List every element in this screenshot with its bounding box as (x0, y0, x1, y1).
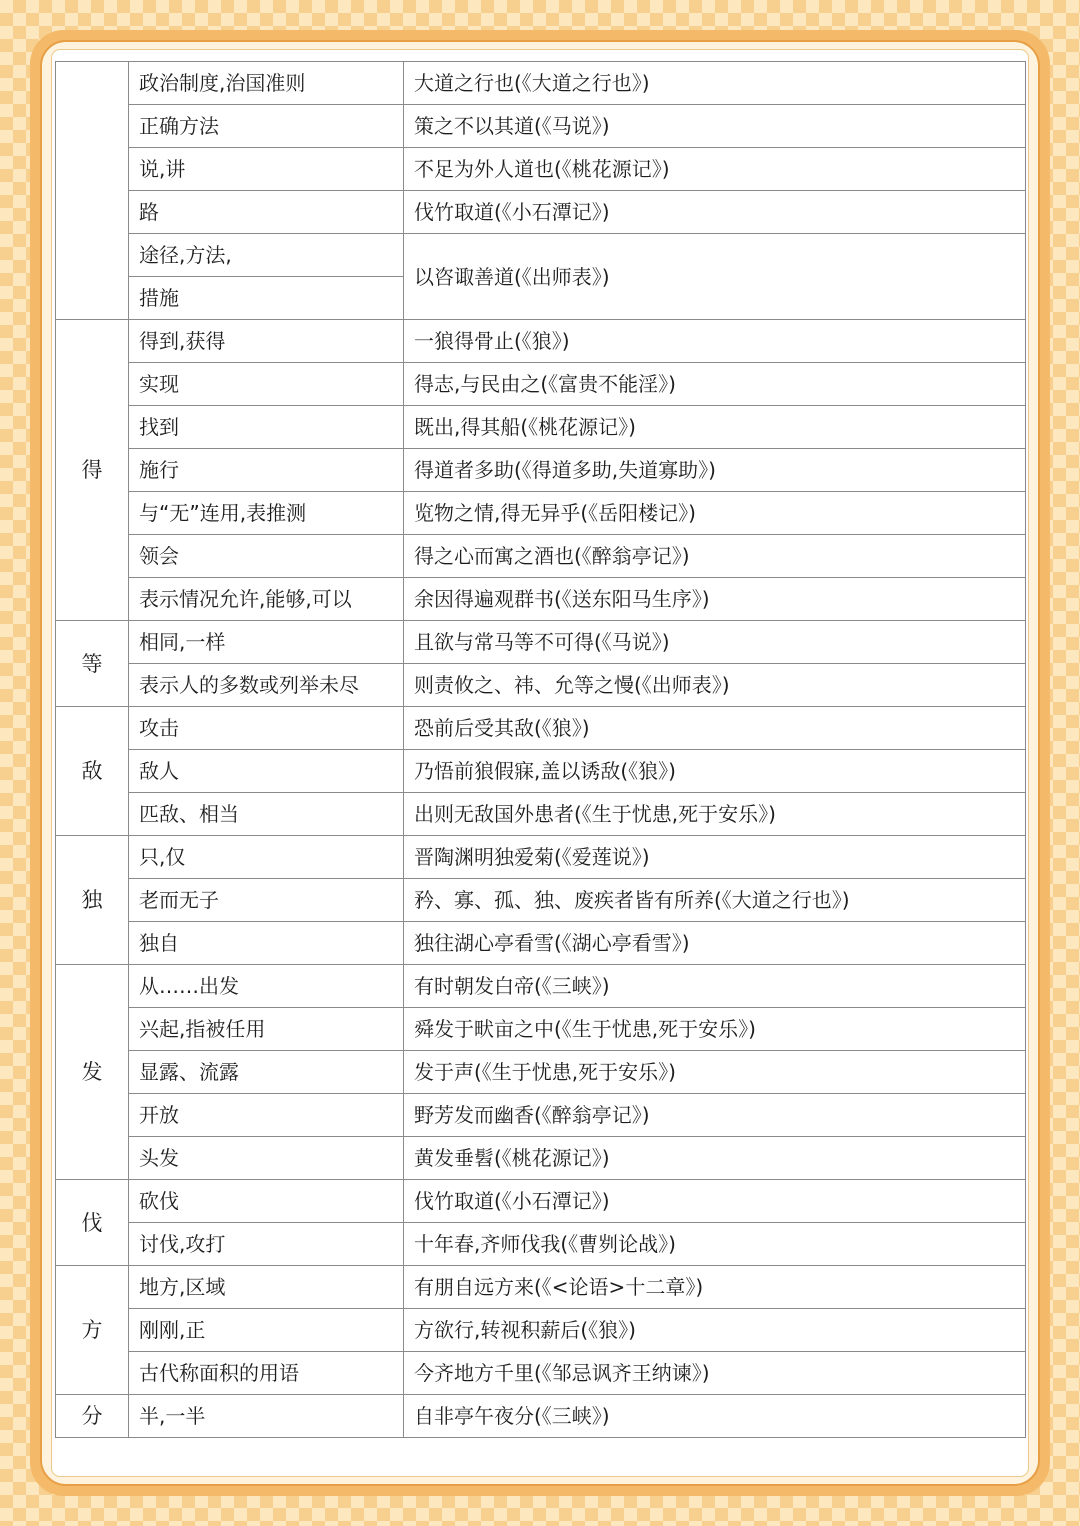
table-row (56, 406, 1026, 449)
table-row (56, 449, 1026, 492)
example-cell: 方欲行,转视积薪后(《狼》) (404, 1309, 1026, 1352)
table-row (56, 1309, 1026, 1352)
example-cell: 不足为外人道也(《桃花源记》) (404, 148, 1026, 191)
example-cell: 乃悟前狼假寐,盖以诱敌(《狼》) (404, 750, 1026, 793)
example-cell: 恐前后受其敌(《狼》) (404, 707, 1026, 750)
example-cell: 舜发于畎亩之中(《生于忧患,死于安乐》) (404, 1008, 1026, 1051)
example-cell: 既出,得其船(《桃花源记》) (404, 406, 1026, 449)
example-cell: 今齐地方千里(《邹忌讽齐王纳谏》) (404, 1352, 1026, 1395)
meaning-cell: 路 (129, 191, 404, 234)
meaning-cell: 找到 (129, 406, 404, 449)
table-row (56, 793, 1026, 836)
head-character: 伐 (56, 1180, 129, 1266)
meaning-cell: 正确方法 (129, 105, 404, 148)
vocabulary-table (55, 61, 1026, 1438)
meaning-cell: 开放 (129, 1094, 404, 1137)
example-cell: 黄发垂髫(《桃花源记》) (404, 1137, 1026, 1180)
example-cell: 独往湖心亭看雪(《湖心亭看雪》) (404, 922, 1026, 965)
head-character: 得 (56, 320, 129, 621)
meaning-cell: 途径,方法, (129, 234, 404, 277)
table-row (56, 1137, 1026, 1180)
table-row (56, 320, 1026, 363)
example-cell: 自非亭午夜分(《三峡》) (404, 1395, 1026, 1438)
table-row (56, 1008, 1026, 1051)
meaning-cell: 匹敌、相当 (129, 793, 404, 836)
head-character (56, 62, 129, 320)
example-cell: 大道之行也(《大道之行也》) (404, 62, 1026, 105)
meaning-cell: 攻击 (129, 707, 404, 750)
table-row (56, 363, 1026, 406)
table-row (56, 1223, 1026, 1266)
example-cell: 发于声(《生于忧患,死于安乐》) (404, 1051, 1026, 1094)
example-cell: 一狼得骨止(《狼》) (404, 320, 1026, 363)
example-cell: 伐竹取道(《小石潭记》) (404, 1180, 1026, 1223)
table-row (56, 965, 1026, 1008)
meaning-cell: 老而无子 (129, 879, 404, 922)
example-cell: 有朋自远方来(《<论语>十二章》) (404, 1266, 1026, 1309)
example-cell: 余因得遍观群书(《送东阳马生序》) (404, 578, 1026, 621)
meaning-cell: 古代称面积的用语 (129, 1352, 404, 1395)
meaning-cell: 独自 (129, 922, 404, 965)
meaning-cell: 从……出发 (129, 965, 404, 1008)
example-cell: 晋陶渊明独爱菊(《爱莲说》) (404, 836, 1026, 879)
table-row (56, 621, 1026, 664)
meaning-cell: 表示人的多数或列举未尽 (129, 664, 404, 707)
meaning-cell: 政治制度,治国准则 (129, 62, 404, 105)
meaning-cell: 施行 (129, 449, 404, 492)
table-row (56, 1051, 1026, 1094)
meaning-cell: 兴起,指被任用 (129, 1008, 404, 1051)
example-cell: 策之不以其道(《马说》) (404, 105, 1026, 148)
meaning-cell: 地方,区域 (129, 1266, 404, 1309)
table-row (56, 492, 1026, 535)
example-cell: 出则无敌国外患者(《生于忧患,死于安乐》) (404, 793, 1026, 836)
meaning-cell: 刚刚,正 (129, 1309, 404, 1352)
example-cell: 矜、寡、孤、独、废疾者皆有所养(《大道之行也》) (404, 879, 1026, 922)
table-row (56, 1094, 1026, 1137)
table-row (56, 1180, 1026, 1223)
table-row (56, 105, 1026, 148)
meaning-cell: 讨伐,攻打 (129, 1223, 404, 1266)
example-cell: 野芳发而幽香(《醉翁亭记》) (404, 1094, 1026, 1137)
example-cell: 以咨诹善道(《出师表》) (404, 234, 1026, 320)
example-cell: 且欲与常马等不可得(《马说》) (404, 621, 1026, 664)
meaning-cell: 半,一半 (129, 1395, 404, 1438)
meaning-cell: 得到,获得 (129, 320, 404, 363)
head-character: 敌 (56, 707, 129, 836)
table-row (56, 191, 1026, 234)
table-row (56, 578, 1026, 621)
table-row (56, 1266, 1026, 1309)
meaning-cell: 说,讲 (129, 148, 404, 191)
meaning-cell: 领会 (129, 535, 404, 578)
meaning-cell: 显露、流露 (129, 1051, 404, 1094)
table-row (56, 836, 1026, 879)
meaning-cell: 相同,一样 (129, 621, 404, 664)
example-cell: 得道者多助(《得道多助,失道寡助》) (404, 449, 1026, 492)
example-cell: 则责攸之、祎、允等之慢(《出师表》) (404, 664, 1026, 707)
table-row (56, 922, 1026, 965)
head-character: 等 (56, 621, 129, 707)
example-cell: 十年春,齐师伐我(《曹刿论战》) (404, 1223, 1026, 1266)
head-character: 独 (56, 836, 129, 965)
example-cell: 览物之情,得无异乎(《岳阳楼记》) (404, 492, 1026, 535)
example-cell: 有时朝发白帝(《三峡》) (404, 965, 1026, 1008)
example-cell: 得志,与民由之(《富贵不能淫》) (404, 363, 1026, 406)
table-row (56, 707, 1026, 750)
meaning-cell: 表示情况允许,能够,可以 (129, 578, 404, 621)
table-row (56, 1352, 1026, 1395)
table-row (56, 62, 1026, 105)
example-cell: 得之心而寓之酒也(《醉翁亭记》) (404, 535, 1026, 578)
table-row (56, 1395, 1026, 1438)
meaning-cell-continued: 措施 (129, 277, 404, 320)
head-character: 分 (56, 1395, 129, 1438)
meaning-cell: 实现 (129, 363, 404, 406)
head-character: 方 (56, 1266, 129, 1395)
meaning-cell: 头发 (129, 1137, 404, 1180)
table-row (56, 750, 1026, 793)
example-cell: 伐竹取道(《小石潭记》) (404, 191, 1026, 234)
table-row (56, 535, 1026, 578)
meaning-cell: 敌人 (129, 750, 404, 793)
table-row (56, 234, 1026, 277)
table-row (56, 879, 1026, 922)
meaning-cell: 砍伐 (129, 1180, 404, 1223)
meaning-cell: 与“无”连用,表推测 (129, 492, 404, 535)
head-character: 发 (56, 965, 129, 1180)
meaning-cell: 只,仅 (129, 836, 404, 879)
table-row (56, 148, 1026, 191)
table-row (56, 664, 1026, 707)
